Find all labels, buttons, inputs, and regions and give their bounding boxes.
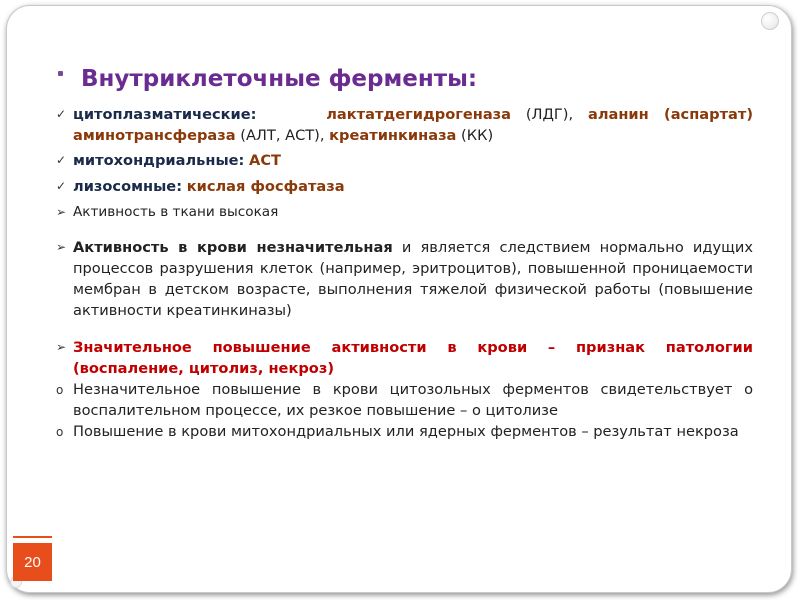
list-item bbox=[56, 237, 753, 321]
item-label: лизосомные: bbox=[73, 178, 183, 195]
list-item bbox=[56, 150, 753, 171]
checkmark-icon: ✓ bbox=[56, 179, 67, 193]
item-text: Активность в ткани высокая bbox=[73, 204, 279, 220]
checkmark-icon: ✓ bbox=[56, 107, 67, 121]
slide-title: Внутриклеточные ферменты: bbox=[81, 66, 478, 92]
page-number-badge: 20 bbox=[13, 543, 52, 581]
list-item bbox=[56, 337, 753, 379]
enzyme-name: лактатдегидрогеназа bbox=[326, 106, 511, 123]
item-text: (ЛДГ), bbox=[511, 106, 588, 123]
list-item bbox=[56, 421, 753, 442]
item-bold-text: Активность в крови незначительная bbox=[73, 239, 393, 256]
list-item bbox=[56, 379, 753, 421]
accent-line bbox=[13, 536, 52, 538]
slide-content bbox=[56, 104, 753, 442]
item-text: и является следствием нормально идущих процессов разрушения клеток (например, эритроцитов), повышенной проницаемости мембран в детском возрасте, выполнения тяжелой физической работы (повышение активности креатинкиназы) bbox=[73, 239, 753, 319]
arrow-bullet-icon: ➢ bbox=[56, 340, 67, 354]
list-item bbox=[56, 104, 753, 146]
arrow-bullet-icon: ➢ bbox=[56, 240, 67, 254]
square-bullet-icon bbox=[58, 71, 63, 76]
item-label: цитоплазматические: bbox=[73, 106, 257, 123]
list-item bbox=[56, 176, 753, 197]
page-curl-icon bbox=[761, 12, 779, 30]
title-row bbox=[58, 66, 758, 92]
item-text: (АЛТ, АСТ), bbox=[235, 127, 330, 144]
enzyme-name: кислая фосфатаза bbox=[186, 178, 345, 195]
enzyme-name: аланин (аспартат) аминотрансфераза bbox=[73, 106, 754, 144]
ring-bullet-icon: o bbox=[56, 425, 64, 439]
alert-text: Значительное повышение активности в крови – признак патологии (воспаление, цитолиз, некроз) bbox=[73, 339, 753, 377]
item-text: (КК) bbox=[456, 127, 494, 144]
arrow-bullet-icon: ➢ bbox=[56, 205, 67, 219]
checkmark-icon: ✓ bbox=[56, 153, 67, 167]
ring-bullet-icon: o bbox=[56, 383, 64, 397]
item-text: Повышение в крови митохондриальных или ядерных ферментов – результат некроза bbox=[73, 423, 739, 440]
item-text: Незначительное повышение в крови цитозольных ферментов свидетельствует о воспалительном процессе, их резкое повышение – о цитолизе bbox=[73, 381, 753, 419]
list-item bbox=[56, 202, 753, 223]
item-label: митохондриальные: bbox=[73, 152, 245, 169]
enzyme-name: креатинкиназа bbox=[329, 127, 457, 144]
enzyme-name: АСТ bbox=[249, 152, 282, 169]
